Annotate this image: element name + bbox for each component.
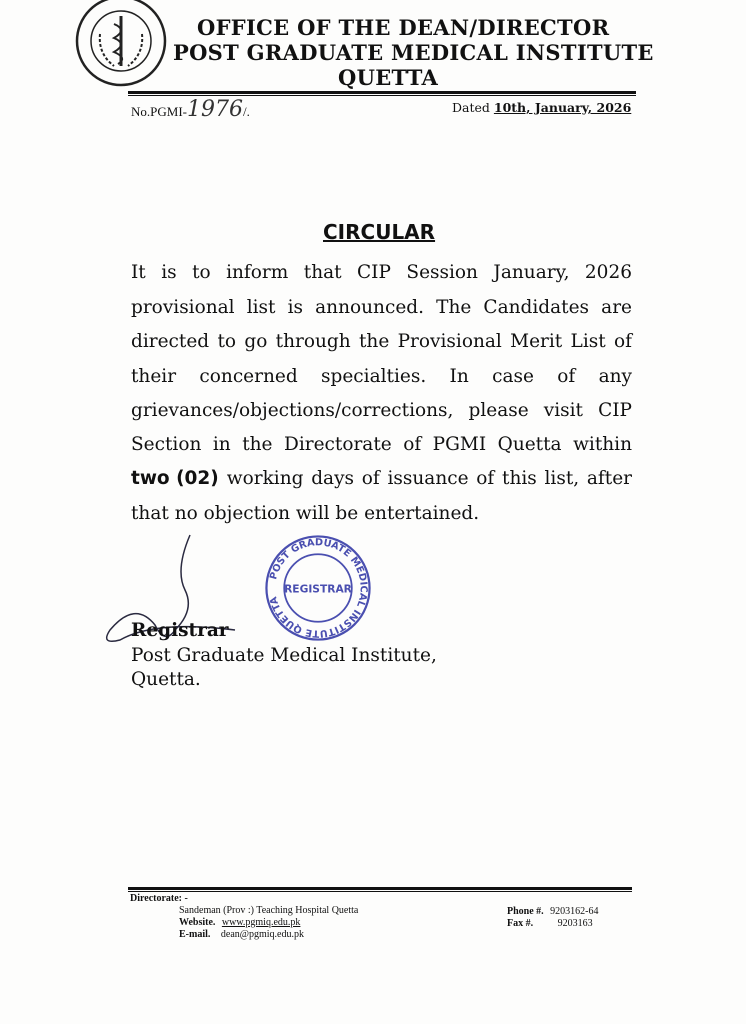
body-line-2: provisional list is announced. The Candidates are <box>131 297 632 318</box>
body-line-7-rest: working days of issuance of this list, after <box>226 468 632 489</box>
footer-directorate: Directorate: - <box>130 893 188 904</box>
bold-deadline: two (02) <box>131 468 219 489</box>
body-line-3: directed to go through the Provisional Merit List of <box>131 331 632 352</box>
body-line-5: grievances/objections/corrections, please visit CIP <box>131 400 632 421</box>
body-line-6: Section in the Directorate of PGMI Quetta within <box>131 434 632 455</box>
footer-rule-thin <box>128 891 632 892</box>
footer-rule <box>128 887 632 890</box>
circular-title: CIRCULAR <box>323 220 436 244</box>
stamp-center-text: REGISTRAR <box>284 582 352 596</box>
header-line-3: QUETTA <box>338 65 439 90</box>
stamp-outer-text: POST GRADUATE MEDICAL INSTITUTE QUETTA <box>268 537 369 639</box>
body-line-8: that no objection will be entertained. <box>131 503 480 524</box>
date-line <box>452 100 631 115</box>
body-line-7 <box>131 468 632 490</box>
email-label: E-mail. <box>179 929 211 940</box>
dated-label: Dated <box>452 100 490 115</box>
header-line-1: OFFICE OF THE DEAN/DIRECTOR <box>197 15 610 40</box>
email-link[interactable]: dean@pgmiq.edu.pk <box>220 929 304 940</box>
registrar-stamp <box>255 532 381 644</box>
footer-address: Sandeman (Prov :) Teaching Hospital Quetta <box>179 905 359 916</box>
ref-handwritten-number: 1976 <box>186 97 243 122</box>
reference-number <box>131 97 250 122</box>
header-rule <box>128 91 636 94</box>
website-link[interactable]: www.pgmiq.edu.pk <box>221 917 301 928</box>
signatory-city: Quetta. <box>131 669 201 690</box>
phone-value: 9203162-64 <box>550 906 599 917</box>
website-label: Website. <box>179 917 216 928</box>
institute-logo <box>74 0 168 88</box>
signatory-title: Registrar <box>131 620 229 641</box>
ref-prefix: No.PGMI- <box>131 104 187 119</box>
ref-suffix: /. <box>242 104 250 119</box>
body-line-4: their concerned specialties. In case of any <box>131 366 632 387</box>
header-rule-thin <box>128 95 636 96</box>
fax-value: 9203163 <box>557 918 593 929</box>
phone-label: Phone #. <box>507 906 544 917</box>
signatory-org: Post Graduate Medical Institute, <box>131 645 437 666</box>
date-value: 10th, January, 2026 <box>493 100 632 115</box>
body-line-1: It is to inform that CIP Session January, 2026 <box>131 262 632 283</box>
header-line-2: POST GRADUATE MEDICAL INSTITUTE <box>173 40 654 65</box>
fax-label: Fax #. <box>507 918 534 929</box>
